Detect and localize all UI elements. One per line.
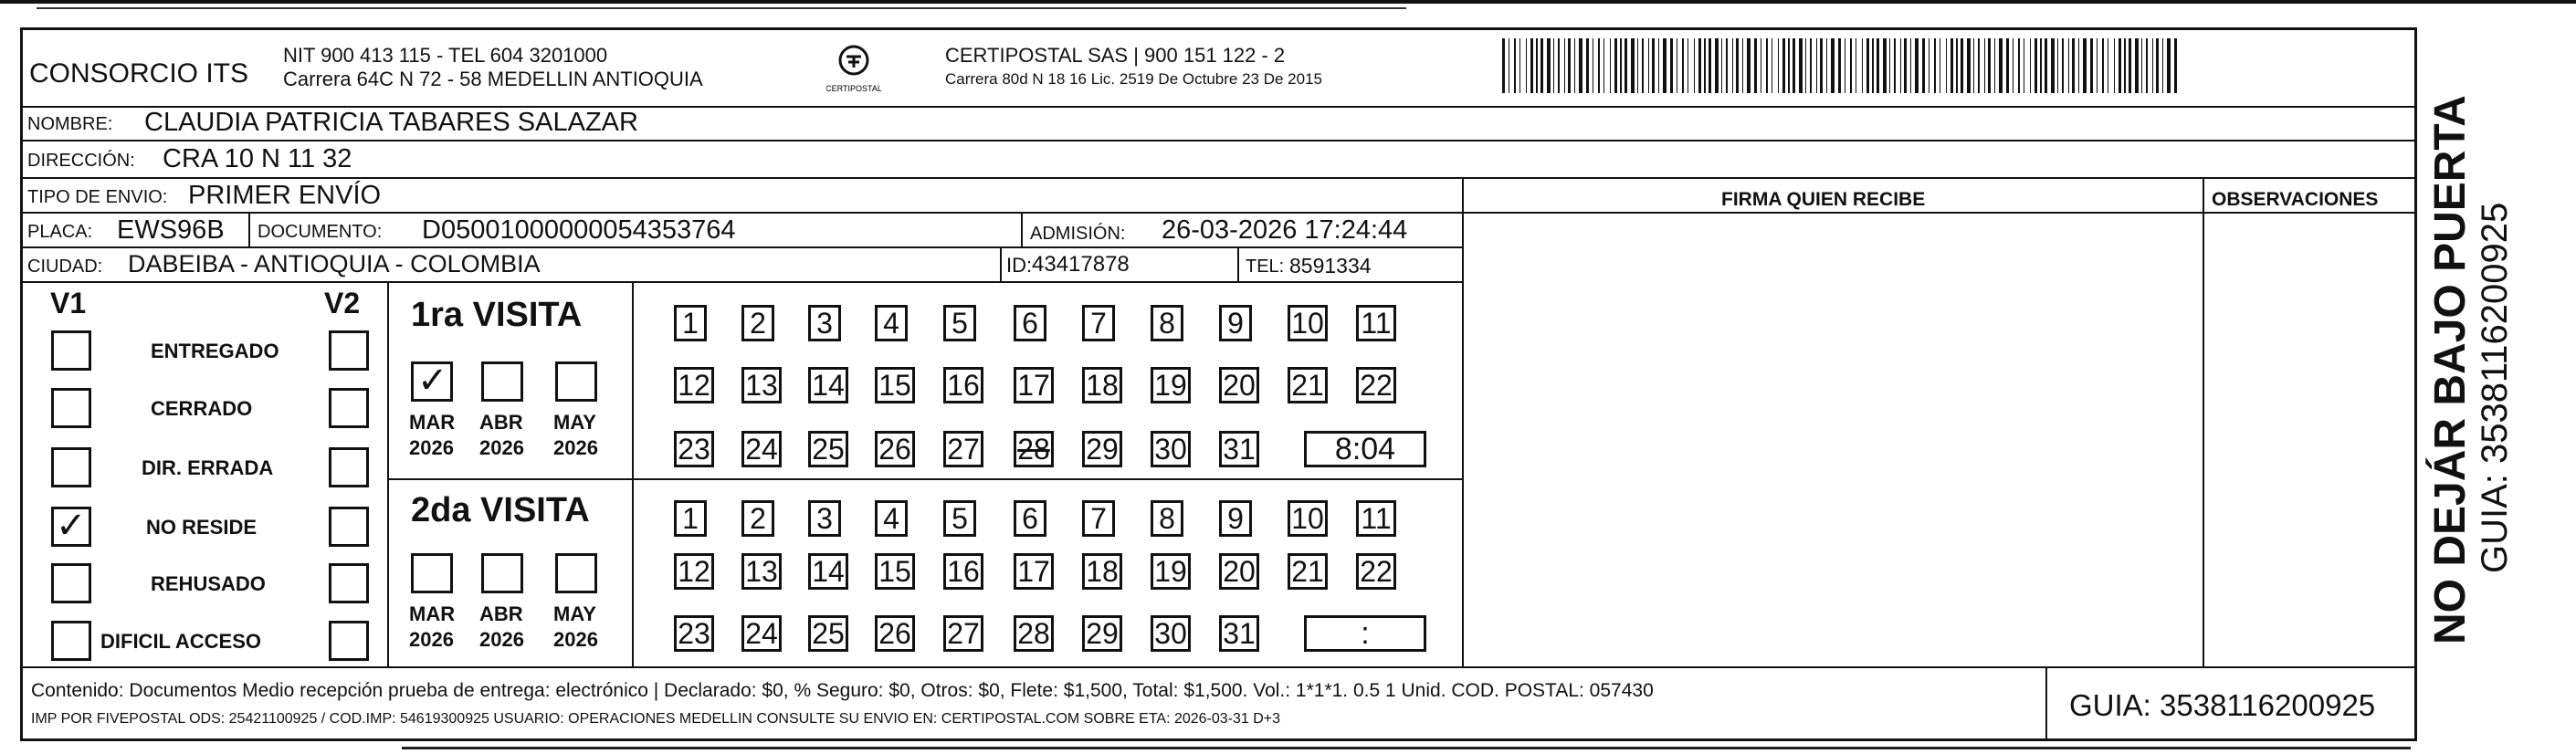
- first-visit-month-checkbox[interactable]: [481, 361, 523, 402]
- month-label: ABR: [479, 602, 523, 625]
- check-mark-icon: ✓: [417, 360, 448, 402]
- carrier-license: Carrera 80d N 18 16 Lic. 2519 De Octubre 23 De 2015: [945, 70, 1322, 88]
- second-visit-time-box[interactable]: :: [1304, 615, 1426, 652]
- footer-guia: GUIA: 3538116200925: [2069, 688, 2376, 722]
- top-rule: [37, 7, 1406, 9]
- no-dejar-warning: NO DEJÁR BAJO PUERTA: [2426, 95, 2475, 644]
- divider: [20, 666, 2417, 668]
- second-visit-month-checkbox[interactable]: [411, 553, 453, 593]
- divider: [632, 281, 634, 666]
- v2-checkbox[interactable]: [329, 447, 369, 487]
- second-visit-month-checkbox[interactable]: [481, 553, 523, 593]
- first-visit-day-box[interactable]: 21: [1288, 367, 1328, 403]
- month-label: MAR: [409, 411, 456, 434]
- direccion-label: DIRECCIÓN:: [27, 151, 135, 171]
- documento-value: D05001000000054353764: [422, 215, 736, 245]
- year-label: 2026: [479, 628, 524, 651]
- v2-label: V2: [324, 287, 361, 319]
- second-visit-day-box[interactable]: 28: [1014, 615, 1054, 652]
- placa-label: PLACA:: [27, 222, 93, 242]
- year-label: 2026: [409, 628, 454, 651]
- first-visit-time-box[interactable]: 8:04: [1304, 431, 1426, 467]
- second-visit-day-box[interactable]: 24: [741, 615, 782, 652]
- tipo-label: TIPO DE ENVIO:: [27, 187, 168, 207]
- first-visit-day-box[interactable]: 4: [875, 305, 908, 341]
- first-visit-day-box[interactable]: 15: [875, 367, 915, 403]
- second-visit-day-box[interactable]: 1: [674, 500, 707, 537]
- second-visit-day-box[interactable]: 27: [943, 615, 983, 652]
- first-visit-day-box[interactable]: 11: [1356, 305, 1396, 341]
- status-label: NO RESIDE: [146, 516, 258, 539]
- second-visit-day-box[interactable]: 21: [1288, 553, 1328, 590]
- first-visit-day-box[interactable]: 12: [674, 367, 714, 403]
- first-visit-day-box[interactable]: 5: [943, 305, 976, 341]
- v1-checkbox[interactable]: [51, 621, 91, 661]
- documento-label: DOCUMENTO:: [258, 222, 383, 242]
- admision-label: ADMISIÓN:: [1030, 224, 1126, 244]
- first-visit-day-box[interactable]: 27: [943, 431, 983, 467]
- contenido-text: Contenido: Documentos Medio recepción prueba de entrega: electrónico | Declarado: $0, % Seguro: $0, Otros: $0, Flete: $1,500, Total: $1,500. Vol.: 1*1*1. 0.5 1 Unid. COD. POSTAL: 057430: [31, 680, 1654, 701]
- second-visit-day-box[interactable]: 26: [875, 615, 915, 652]
- first-visit-month-checkbox[interactable]: [411, 361, 453, 402]
- check-mark-icon: ✓: [56, 505, 87, 547]
- first-visit-day-box[interactable]: 14: [808, 367, 848, 403]
- top-border: [0, 0, 2576, 5]
- status-label: ENTREGADO: [151, 340, 279, 362]
- first-visit-day-box[interactable]: 28: [1014, 431, 1054, 467]
- v1-checkbox[interactable]: [51, 507, 91, 547]
- divider: [20, 246, 1463, 248]
- second-visit-day-box[interactable]: 6: [1014, 500, 1046, 537]
- divider: [1021, 212, 1023, 246]
- certipostal-logo: [826, 40, 881, 99]
- first-visit-day-box[interactable]: 19: [1151, 367, 1191, 403]
- side-guia: GUIA: 3538116200925: [2475, 202, 2515, 573]
- second-visit-day-box[interactable]: 7: [1082, 500, 1115, 537]
- first-visit-day-box[interactable]: 17: [1014, 367, 1054, 403]
- bottom-rule: [402, 747, 2411, 749]
- id-value: 43417878: [1032, 252, 1130, 277]
- first-visit-day-box[interactable]: 3: [808, 305, 841, 341]
- second-visit-day-box[interactable]: 8: [1151, 500, 1183, 537]
- v2-checkbox[interactable]: [329, 388, 369, 428]
- divider: [387, 281, 389, 666]
- month-label: MAY: [553, 411, 596, 434]
- admision-value: 26-03-2026 17:24:44: [1162, 215, 1408, 245]
- divider: [2045, 666, 2047, 741]
- first-visit-day-box[interactable]: 25: [808, 431, 848, 467]
- first-visit-day-box[interactable]: 24: [741, 431, 782, 467]
- v2-checkbox[interactable]: [329, 330, 369, 371]
- divider: [1237, 246, 1239, 281]
- second-visit-day-box[interactable]: 20: [1219, 553, 1259, 590]
- second-visit-day-box[interactable]: 16: [943, 553, 983, 590]
- v2-checkbox[interactable]: [329, 507, 369, 547]
- nit-line: NIT 900 413 115 - TEL 604 3201000: [283, 44, 608, 67]
- v1-checkbox[interactable]: [51, 388, 91, 428]
- firma-header: FIRMA QUIEN RECIBE: [1721, 189, 1926, 210]
- second-visit-month-checkbox[interactable]: [555, 553, 597, 593]
- address-line: Carrera 64C N 72 - 58 MEDELLIN ANTIOQUIA: [283, 68, 703, 90]
- v2-checkbox[interactable]: [329, 621, 369, 661]
- tel-value: 8591334: [1289, 254, 1372, 278]
- v1-checkbox[interactable]: [51, 447, 91, 487]
- year-label: 2026: [553, 436, 598, 459]
- divider: [1000, 246, 1002, 281]
- v1-checkbox[interactable]: [51, 563, 91, 603]
- first-visit-day-box[interactable]: 2: [741, 305, 774, 341]
- v1-label: V1: [50, 287, 87, 319]
- second-visit-day-box[interactable]: 3: [808, 500, 841, 537]
- first-visit-day-box[interactable]: 29: [1082, 431, 1122, 467]
- svg-text:CERTIPOSTAL: CERTIPOSTAL: [826, 84, 881, 93]
- divider: [248, 212, 250, 246]
- second-visit-day-box[interactable]: 14: [808, 553, 848, 590]
- month-label: MAY: [553, 602, 596, 625]
- first-visit-title: 1ra VISITA: [411, 296, 583, 334]
- year-label: 2026: [409, 436, 454, 459]
- divider: [20, 281, 1463, 283]
- direccion-value: CRA 10 N 11 32: [163, 144, 352, 173]
- second-visit-day-box[interactable]: 12: [674, 553, 714, 590]
- first-visit-day-box[interactable]: 16: [943, 367, 983, 403]
- ciudad-value: DABEIBA - ANTIOQUIA - COLOMBIA: [128, 250, 541, 278]
- nombre-value: CLAUDIA PATRICIA TABARES SALAZAR: [144, 108, 638, 137]
- second-visit-day-box[interactable]: 5: [943, 500, 976, 537]
- first-visit-day-box[interactable]: 13: [741, 367, 782, 403]
- first-visit-day-box[interactable]: 7: [1082, 305, 1115, 341]
- tipo-value: PRIMER ENVÍO: [188, 181, 382, 210]
- second-visit-day-box[interactable]: 10: [1288, 500, 1328, 537]
- second-visit-day-box[interactable]: 31: [1219, 615, 1259, 652]
- v2-checkbox[interactable]: [329, 563, 369, 603]
- ciudad-label: CIUDAD:: [27, 257, 103, 277]
- second-visit-day-box[interactable]: 18: [1082, 553, 1122, 590]
- firma-column-divider: [1462, 177, 1464, 666]
- status-label: CERRADO: [151, 397, 253, 420]
- first-visit-day-box[interactable]: 23: [674, 431, 714, 467]
- observaciones-column-divider: [2203, 177, 2204, 666]
- second-visit-day-box[interactable]: 9: [1219, 500, 1252, 537]
- first-visit-day-box[interactable]: 8: [1151, 305, 1183, 341]
- v1-checkbox[interactable]: [51, 330, 91, 371]
- second-visit-day-box[interactable]: 11: [1356, 500, 1396, 537]
- first-visit-day-box[interactable]: 20: [1219, 367, 1259, 403]
- first-visit-day-box[interactable]: 10: [1288, 305, 1328, 341]
- carrier-line: CERTIPOSTAL SAS | 900 151 122 - 2: [945, 44, 1286, 67]
- first-visit-day-box[interactable]: 9: [1219, 305, 1252, 341]
- divider: [387, 478, 1463, 480]
- month-label: ABR: [479, 411, 523, 434]
- first-visit-month-checkbox[interactable]: [555, 361, 597, 402]
- first-visit-day-box[interactable]: 22: [1356, 367, 1396, 403]
- second-visit-day-box[interactable]: 4: [875, 500, 908, 537]
- divider: [20, 177, 2417, 179]
- second-visit-day-box[interactable]: 19: [1151, 553, 1191, 590]
- nombre-label: NOMBRE:: [27, 114, 113, 134]
- company-name: CONSORCIO ITS: [29, 58, 249, 89]
- first-visit-day-box[interactable]: 1: [674, 305, 707, 341]
- second-visit-day-box[interactable]: 15: [875, 553, 915, 590]
- observaciones-header: OBSERVACIONES: [2212, 189, 2379, 210]
- status-label: DIFICIL ACCESO: [100, 630, 262, 653]
- year-label: 2026: [479, 436, 524, 459]
- id-label: ID:: [1006, 254, 1033, 277]
- placa-value: EWS96B: [117, 215, 225, 245]
- second-visit-title: 2da VISITA: [411, 491, 590, 529]
- status-label: DIR. ERRADA: [142, 456, 274, 479]
- second-visit-day-box[interactable]: 30: [1151, 615, 1191, 652]
- second-visit-day-box[interactable]: 29: [1082, 615, 1122, 652]
- first-visit-day-box[interactable]: 26: [875, 431, 915, 467]
- second-visit-day-box[interactable]: 23: [674, 615, 714, 652]
- second-visit-day-box[interactable]: 22: [1356, 553, 1396, 590]
- first-visit-day-box[interactable]: 18: [1082, 367, 1122, 403]
- divider: [20, 212, 2417, 214]
- month-label: MAR: [409, 602, 456, 625]
- first-visit-day-box[interactable]: 31: [1219, 431, 1259, 467]
- first-visit-day-box[interactable]: 30: [1151, 431, 1191, 467]
- second-visit-day-box[interactable]: 17: [1014, 553, 1054, 590]
- tel-label: TEL:: [1246, 257, 1285, 277]
- divider: [20, 140, 2417, 141]
- first-visit-day-box[interactable]: 6: [1014, 305, 1046, 341]
- second-visit-day-box[interactable]: 25: [808, 615, 848, 652]
- status-label: REHUSADO: [151, 572, 266, 595]
- barcode: [1502, 38, 2182, 93]
- second-visit-day-box[interactable]: 13: [741, 553, 782, 590]
- second-visit-day-box[interactable]: 2: [741, 500, 774, 537]
- imp-line: IMP POR FIVEPOSTAL ODS: 25421100925 / COD.IMP: 54619300925 USUARIO: OPERACIONES MEDELLIN CONSULTE SU ENVIO EN: CERTIPOSTAL.COM SOBRE ETA: 2026-03-31 D+3: [31, 711, 1281, 727]
- year-label: 2026: [553, 628, 598, 651]
